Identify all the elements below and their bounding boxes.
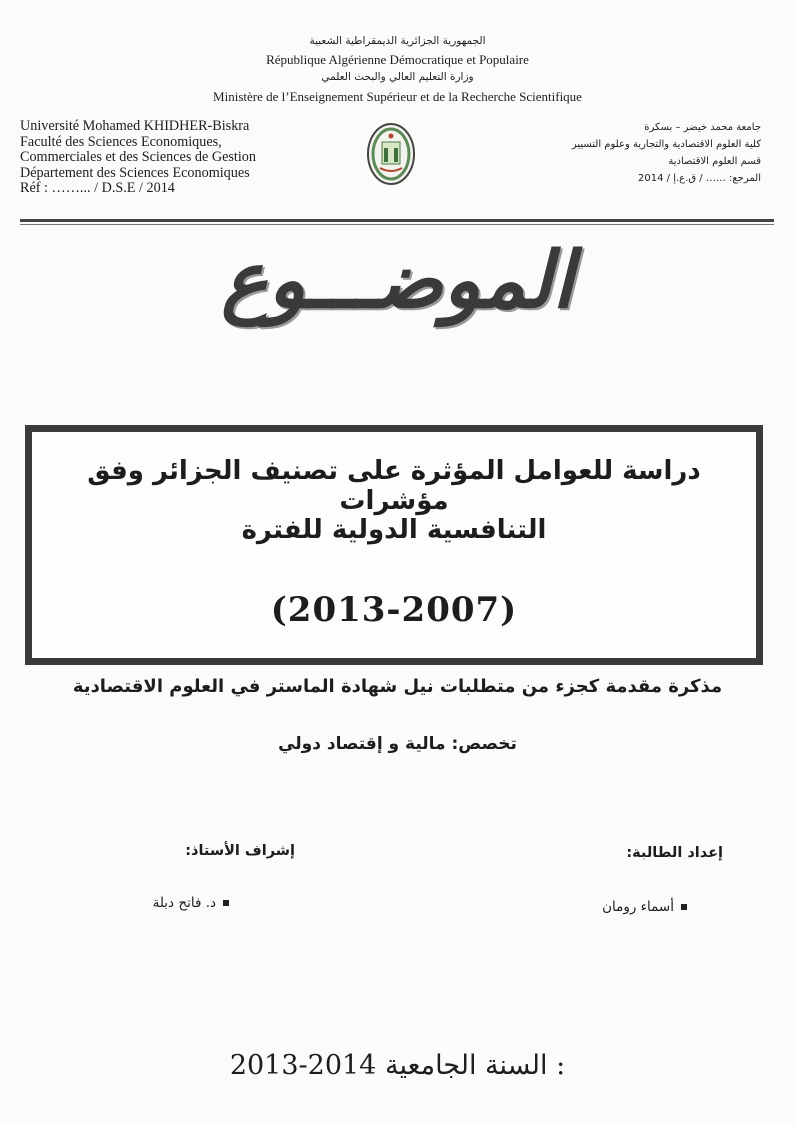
academic-year <box>0 1050 795 1081</box>
student-name: أسماء رومان <box>602 899 674 915</box>
header-divider-thin <box>20 224 774 225</box>
title-box <box>25 425 763 665</box>
university-name-fr: Université Mohamed KHIDHER-Biskra <box>20 118 250 134</box>
thesis-title-line-2: التنافسية الدولية للفترة <box>241 515 547 545</box>
memo-description: مذكرة مقدمة كجزء من متطلبات نيل شهادة الماستر في العلوم الاقتصادية <box>72 676 723 697</box>
republic-arabic: الجمهورية الجزائرية الديمقراطية الشعبية <box>309 35 486 47</box>
supervisor-entry <box>153 895 229 911</box>
institution-block-french <box>20 119 256 197</box>
student-entry <box>602 899 687 915</box>
reference-fr: Réf : ……... / D.S.E / 2014 <box>20 180 175 196</box>
header-divider-thick <box>20 219 774 222</box>
supervisor-label: إشراف الأستاذ: <box>185 843 295 859</box>
bullet-square-icon <box>223 900 229 906</box>
faculty-name-ar: كلية العلوم الاقتصادية والتجارية وعلوم التسيير <box>571 139 761 150</box>
subject-heading: الموضـــوع <box>221 236 574 326</box>
university-logo-icon <box>366 122 416 186</box>
faculty-name-fr-1: Faculté des Sciences Economiques, <box>20 133 222 150</box>
academic-year-label: السنة الجامعية : <box>384 1050 566 1081</box>
supervisor-name: د. فاتح دبلة <box>152 895 216 911</box>
department-name-ar: قسم العلوم الاقتصادية <box>668 156 761 167</box>
faculty-name-fr-2: Commerciales et des Sciences de Gestion <box>20 149 256 165</box>
thesis-period: (2013-2007) <box>270 590 518 630</box>
institution-block-arabic <box>572 119 761 187</box>
prepared-by-label: إعداد الطالبة: <box>626 845 723 861</box>
republic-french: République Algérienne Démocratique et Populaire <box>266 52 529 67</box>
ministry-arabic: وزارة التعليم العالي والبحث العلمي <box>321 71 474 83</box>
ministry-french: Ministère de l’Enseignement Supérieur et de la Recherche Scientifique <box>213 89 582 104</box>
thesis-title-line-1: دراسة للعوامل المؤثرة على تصنيف الجزائر وفق مؤشرات <box>87 456 701 516</box>
bullet-square-icon <box>681 904 687 910</box>
department-name-fr: Département des Sciences Economiques <box>20 164 250 181</box>
university-name-ar: جامعة محمد خيضر – بسكرة <box>644 122 761 133</box>
academic-year-value: 2013-2014 <box>229 1050 377 1081</box>
specialization: تخصص: مالية و إقتصاد دولي <box>278 734 517 754</box>
reference-ar: المرجع: …… / ق.ع.إ / 2014 <box>638 173 761 184</box>
